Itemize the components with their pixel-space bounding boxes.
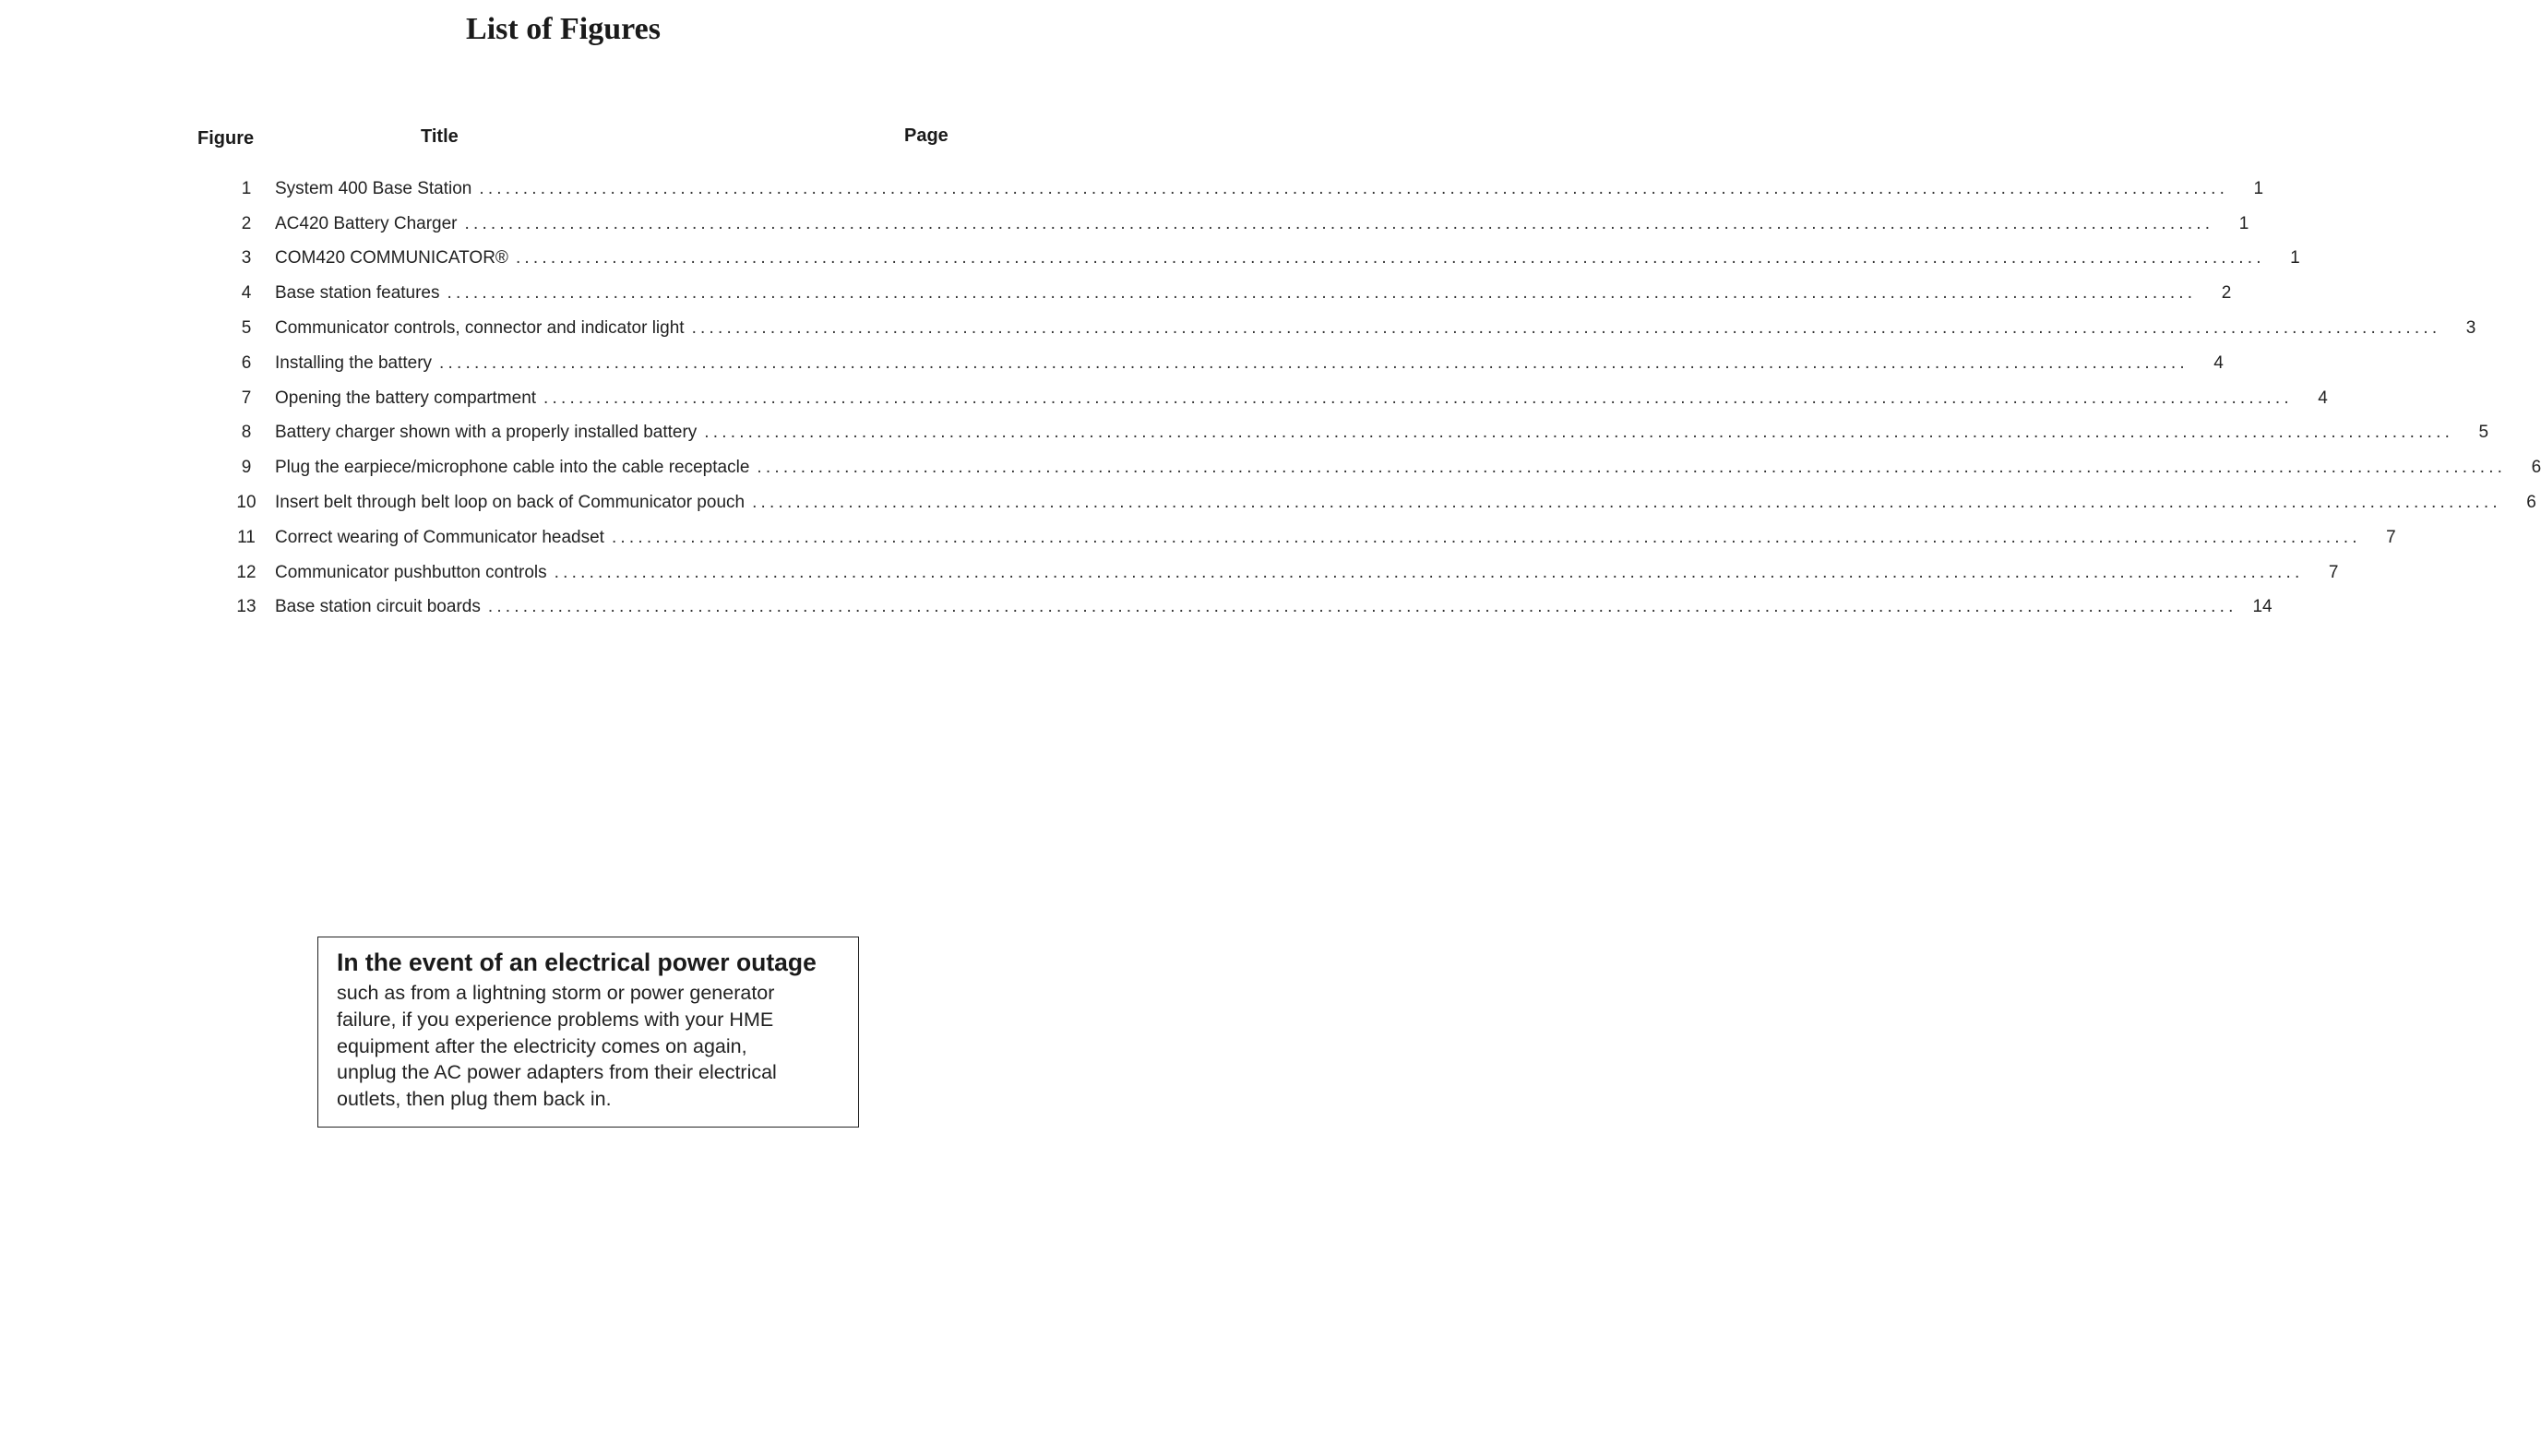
figure-title: Base station circuit boards	[275, 597, 481, 617]
figure-number: 3	[241, 248, 252, 269]
dot-leader: ........................................................................................................................................................................................................	[554, 562, 2304, 582]
dot-leader: ........................................................................................................................................................................................................	[691, 318, 2441, 339]
figure-page: 6	[2526, 493, 2536, 513]
figure-title: Opening the battery compartment	[275, 388, 537, 408]
dot-leader: ........................................................................................................................................................................................................	[464, 213, 2214, 233]
figure-row	[218, 311, 2476, 346]
figure-page: 5	[2478, 423, 2489, 443]
figure-page: 7	[2328, 562, 2339, 582]
figure-row	[218, 276, 2232, 311]
dot-leader: ........................................................................................................................................................................................................	[447, 283, 2197, 304]
figure-title: Base station features	[275, 283, 440, 304]
figure-page: 3	[2465, 318, 2476, 339]
figure-title: Battery charger shown with a properly installed battery	[275, 423, 698, 443]
figure-row	[218, 416, 2489, 451]
figure-page: 14	[2252, 597, 2273, 617]
notice-line: unplug the AC power adapters from their electrical	[337, 1061, 777, 1084]
figure-number: 11	[237, 527, 256, 547]
figure-page: 4	[2213, 352, 2224, 373]
notice-line: equipment after the electricity comes on again,	[337, 1034, 747, 1057]
figure-title: System 400 Base Station	[275, 178, 472, 198]
figure-row	[218, 242, 2300, 277]
dot-leader: ........................................................................................................................................................................................................	[439, 352, 2189, 373]
notice-body	[337, 980, 841, 1113]
figure-number: 13	[236, 597, 256, 617]
figure-page: 1	[2238, 213, 2249, 233]
figure-number: 8	[241, 423, 252, 443]
title-column-header: Title	[421, 126, 459, 147]
dot-leader: ........................................................................................................................................................................................................	[757, 458, 2507, 478]
figure-number: 2	[241, 213, 252, 233]
figure-title: Installing the battery	[275, 352, 433, 373]
figure-title: Insert belt through belt loop on back of Communicator pouch	[275, 493, 746, 513]
figure-row	[218, 450, 2541, 485]
figure-row	[218, 381, 2328, 416]
figure-column-header: Figure	[197, 128, 255, 149]
dot-leader: ........................................................................................................................................................................................................	[611, 527, 2361, 547]
figure-row	[218, 520, 2396, 555]
dot-leader: ........................................................................................................................................................................................................	[543, 388, 2293, 408]
figure-row	[218, 207, 2249, 242]
figure-title: COM420 COMMUNICATOR®	[275, 248, 508, 269]
figure-title: Correct wearing of Communicator headset	[275, 527, 604, 547]
figure-list	[218, 172, 2541, 625]
figure-number: 12	[236, 562, 256, 582]
figure-page: 4	[2318, 388, 2328, 408]
dot-leader: ........................................................................................................................................................................................................	[704, 423, 2454, 443]
figure-number: 4	[241, 283, 252, 304]
power-outage-notice	[317, 937, 859, 1128]
dot-leader: ........................................................................................................................................................................................................	[752, 493, 2501, 513]
notice-line: outlets, then plug them back in.	[337, 1088, 612, 1111]
figure-title: Communicator controls, connector and indicator light	[275, 318, 685, 339]
figure-title: AC420 Battery Charger	[275, 213, 458, 233]
notice-line: failure, if you experience problems with your HME	[337, 1008, 774, 1031]
figure-number: 6	[241, 352, 252, 373]
figure-page: 1	[2290, 248, 2300, 269]
figure-page: 1	[2253, 178, 2264, 198]
page-title: List of Figures	[466, 12, 661, 46]
figure-number: 9	[241, 458, 252, 478]
figure-row	[218, 591, 2273, 626]
figure-title: Plug the earpiece/microphone cable into the cable receptacle	[275, 458, 750, 478]
dot-leader: ........................................................................................................................................................................................................	[479, 178, 2229, 198]
figure-row	[218, 485, 2536, 520]
notice-line: such as from a lightning storm or power generator	[337, 982, 775, 1004]
figure-page: 6	[2531, 458, 2541, 478]
figure-row	[218, 172, 2264, 207]
dot-leader: ........................................................................................................................................................................................................	[487, 597, 2237, 617]
figure-row	[218, 555, 2339, 591]
figure-page: 2	[2221, 283, 2232, 304]
figure-page: 7	[2386, 527, 2396, 547]
figure-number: 10	[236, 493, 256, 513]
figure-number: 5	[241, 318, 252, 339]
figure-number: 1	[241, 178, 252, 198]
figure-title: Communicator pushbutton controls	[275, 562, 547, 582]
figure-number: 7	[241, 388, 252, 408]
figure-row	[218, 346, 2224, 381]
dot-leader: ........................................................................................................................................................................................................	[515, 248, 2265, 269]
notice-heading: In the event of an electrical power outage	[337, 949, 817, 976]
page-column-header: Page	[904, 125, 948, 146]
